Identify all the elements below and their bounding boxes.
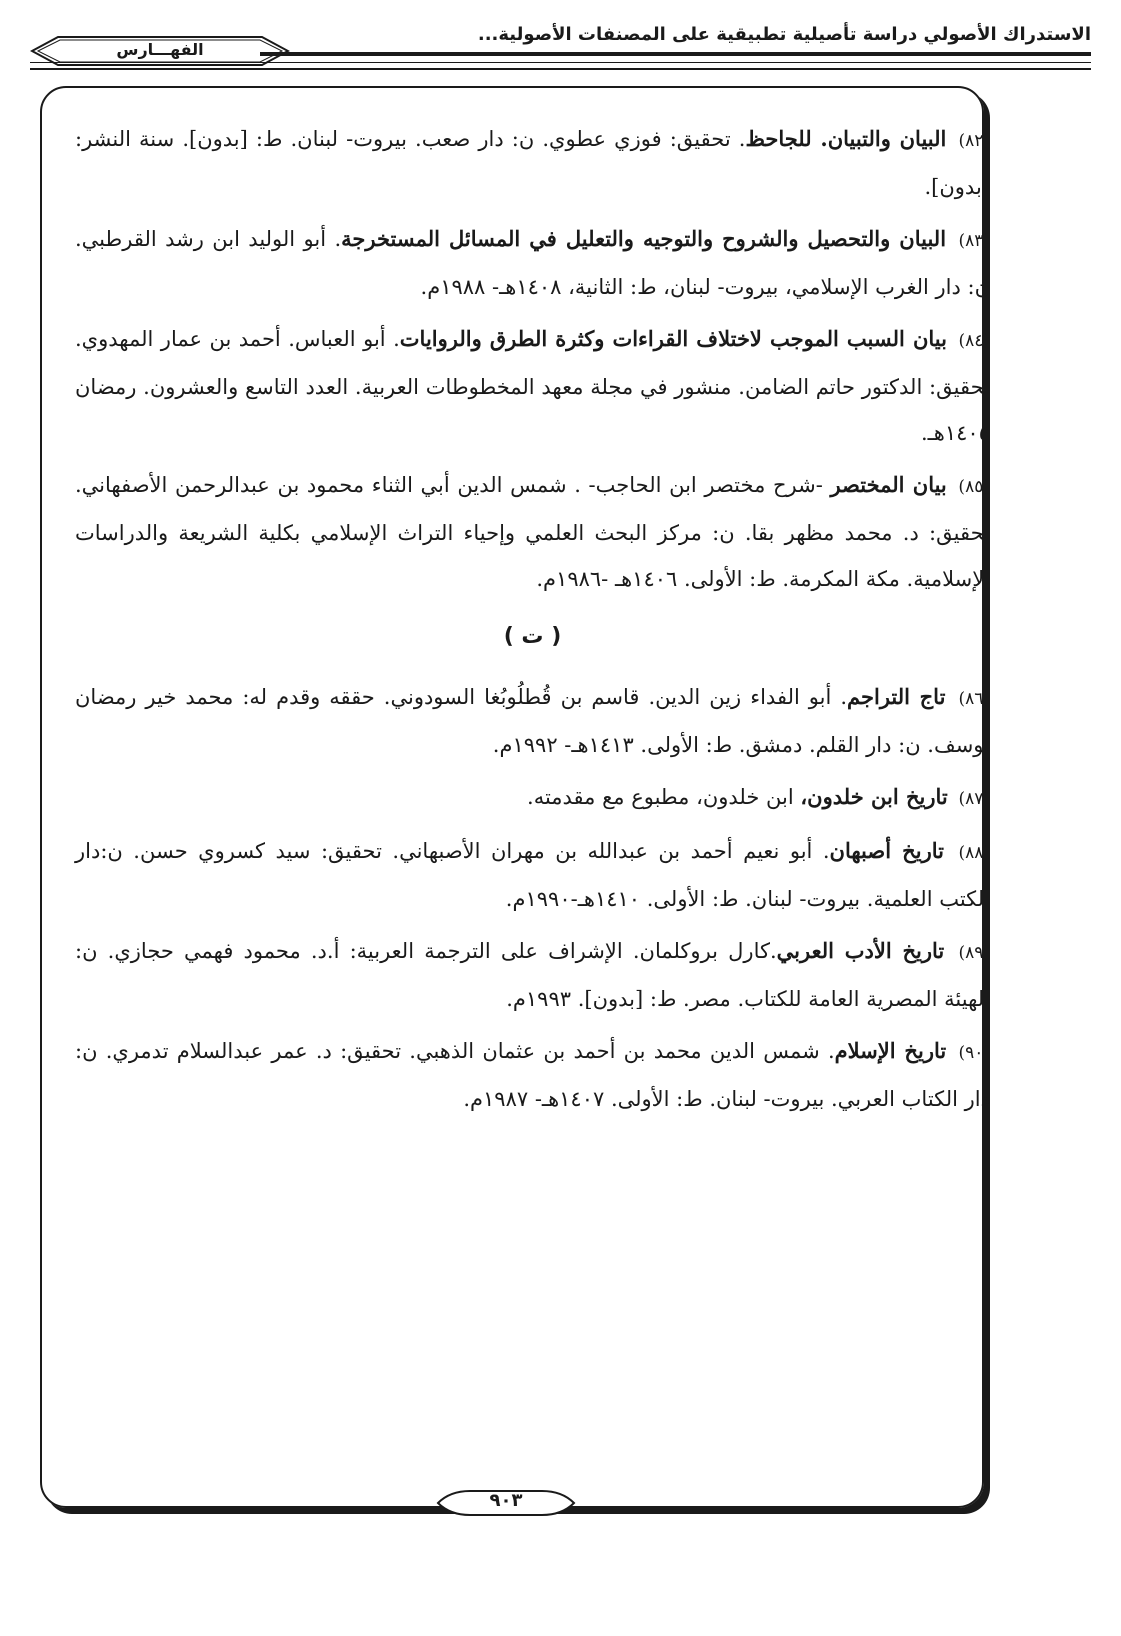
entry-body: . أبو نعيم أحمد بن عبدالله بن مهران الأصبهاني. تحقيق: سيد كسروي حسن. ن:دار الكتب العلمية. بيروت- لبنان. ط: الأولى. ١٤١٠هـ-١٩٩٠م. [75, 839, 990, 911]
entry-title: تاريخ الإسلام [834, 1038, 947, 1063]
page-number: ٩٠٣ [489, 1490, 523, 1511]
entry-body: .كارل بروكلمان. الإشراف على الترجمة العربية: أ.د. محمود فهمي حجازي. ن: الهيئة المصرية العامة للكتاب. مصر. ط: [بدون]. ١٩٩٣م. [75, 939, 990, 1011]
bib-entry-83 [75, 216, 990, 310]
entry-title: البيان والتحصيل والشروح والتوجيه والتعليل في المسائل المستخرجة [341, 226, 947, 251]
entry-number: (٩٠) [958, 1043, 990, 1063]
entry-title: بيان المختصر [830, 472, 947, 497]
entry-title: تاج التراجم [847, 684, 946, 709]
entry-title: البيان والتبيان. للجاحظ [745, 126, 947, 151]
section-heading-ta: ( ت ) [503, 624, 562, 649]
entry-title: تاريخ الأدب العربي [776, 938, 945, 963]
header-rule-thick [260, 52, 1091, 56]
entry-number: (٨٢) [958, 131, 990, 151]
entry-body: . أبو الفداء زين الدين. قاسم بن قُطلُوبُغا السودوني. حققه وقدم له: محمد خير رمضان يوسف. ن: دار القلم. دمشق. ط: الأولى. ١٤١٣هـ- ١٩٩٢م. [75, 685, 990, 757]
entry-body: . أبو الوليد ابن رشد القرطبي. ن: دار الغرب الإسلامي، بيروت- لبنان، ط: الثانية، ١٤٠٨هـ- ١٩٨٨م. [75, 227, 990, 299]
header-rule-bottom [30, 68, 1091, 70]
entry-body: ابن خلدون، مطبوع مع مقدمته. [527, 785, 801, 809]
header-rule-thin [30, 62, 1091, 63]
bib-entry-89 [75, 928, 990, 1022]
bib-entry-87 [75, 774, 990, 822]
entry-number: (٨٧) [958, 789, 990, 809]
bib-entry-84 [75, 316, 990, 456]
entry-title: تاريخ أصبهان [829, 838, 944, 863]
entry-number: (٨٣) [958, 231, 990, 251]
entry-body: . شمس الدين محمد بن أحمد بن عثمان الذهبي. تحقيق: د. عمر عبدالسلام تدمري. ن: دار الكتاب العربي. بيروت- لبنان. ط: الأولى. ١٤٠٧هـ- ١٩٨٧م. [75, 1039, 990, 1111]
entry-title: تاريخ ابن خلدون، [800, 784, 948, 809]
entry-body: . تحقيق: فوزي عطوي. ن: دار صعب. بيروت- لبنان. ط: [بدون]. سنة النشر: [بدون]. [75, 127, 990, 199]
entry-body: . أبو العباس. أحمد بن عمار المهدوي. تحقيق: الدكتور حاتم الضامن. منشور في مجلة معهد المخطوطات العربية. العدد التاسع والعشرون. رمضان ١٤٠٥هـ. [75, 327, 990, 445]
bibliography-content [75, 116, 990, 1128]
entry-title: بيان السبب الموجب لاختلاف القراءات وكثرة الطرق والروايات [399, 326, 947, 351]
entry-number: (٨٦) [958, 689, 990, 709]
bib-entry-86 [75, 674, 990, 768]
entry-number: (٨٨) [958, 843, 990, 863]
entry-number: (٨٥) [958, 477, 990, 497]
bib-entry-82 [75, 116, 990, 210]
entry-body: -شرح مختصر ابن الحاجب- . شمس الدين أبي الثناء محمود بن عبدالرحمن الأصفهاني. تحقيق: د. محمد مظهر بقا. ن: مركز البحث العلمي وإحياء التراث الإسلامي بكلية الشريعة والدراسات الإسلامية. مكة المكرمة. ط: الأولى. ١٤٠٦هـ -١٩٨٦م. [75, 473, 990, 591]
section-tag-label: الفهـــارس [116, 40, 204, 59]
bib-entry-88 [75, 828, 990, 922]
entry-number: (٨٤) [958, 331, 990, 351]
running-header-title: الاستدراك الأصولي دراسة تأصيلية تطبيقية على المصنفات الأصولية... [477, 24, 1091, 45]
bib-entry-90 [75, 1028, 990, 1122]
bib-entry-85 [75, 462, 990, 602]
page-number-badge [436, 1488, 576, 1518]
entry-number: (٨٩) [958, 943, 990, 963]
